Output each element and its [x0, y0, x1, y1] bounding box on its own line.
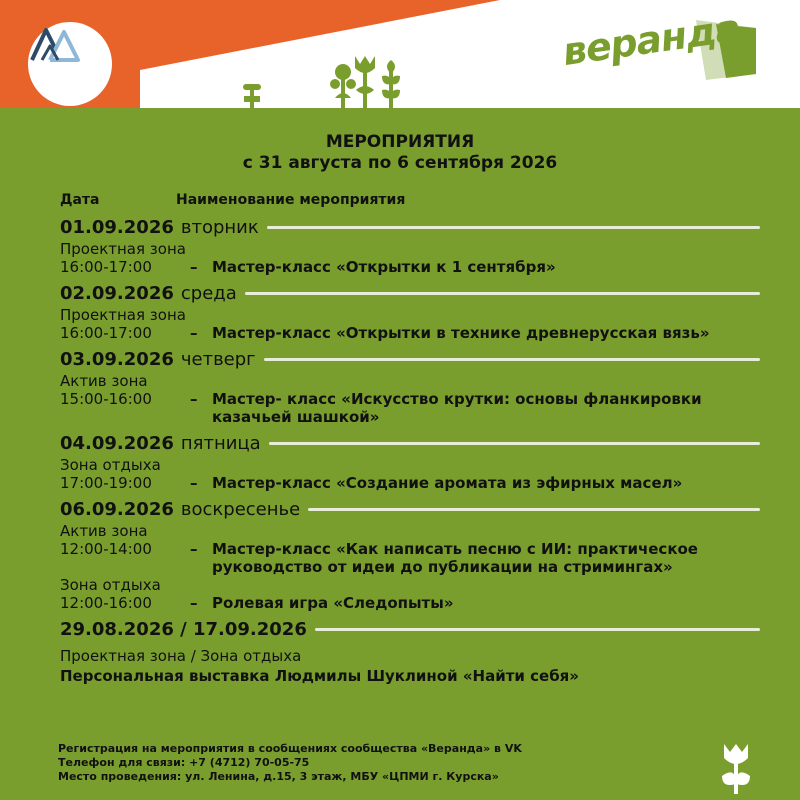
divider-line: [315, 628, 760, 631]
footer-phone: Телефон для связи: +7 (4712) 70-05-75: [58, 756, 310, 769]
day-block: [60, 430, 760, 492]
event-time: 15:00-16:00: [60, 390, 152, 408]
event-dash: –: [190, 594, 198, 612]
day-block: [60, 280, 760, 342]
brand-logo: [559, 5, 766, 98]
event-row: [60, 324, 760, 342]
event-title: Мастер-класс «Открытки в технике древнерусская вязь»: [212, 324, 710, 342]
divider-line: [264, 358, 760, 361]
schedule-list: [60, 214, 760, 690]
event-title: Мастер-класс «Как написать песню с ИИ: практическое руководство от идеи до публикации на стримингах»: [212, 540, 698, 576]
divider-line: [308, 508, 760, 511]
day-weekday: пятница: [180, 432, 261, 454]
event-zone: Зона отдыха: [60, 576, 161, 594]
event-time: 12:00-14:00: [60, 540, 152, 558]
exhibition-block: [60, 616, 760, 686]
event-zone: Проектная зона: [60, 306, 186, 324]
event-dash: –: [190, 258, 198, 276]
event-time: 16:00-17:00: [60, 324, 152, 342]
event-time: 12:00-16:00: [60, 594, 152, 612]
day-date: 03.09.2026: [60, 348, 174, 370]
page-title: [0, 132, 800, 174]
footer-registration: Регистрация на мероприятия в сообщениях сообщества «Веранда» в VK: [58, 742, 522, 755]
event-title: Мастер-класс «Открытки к 1 сентября»: [212, 258, 556, 276]
event-zone: Зона отдыха: [60, 456, 161, 474]
event-zone: Актив зона: [60, 522, 148, 540]
brand-name: веранда: [559, 5, 743, 75]
event-zone: Актив зона: [60, 372, 148, 390]
event-time: 17:00-19:00: [60, 474, 152, 492]
event-dash: –: [190, 390, 198, 408]
day-block: [60, 496, 760, 612]
event-row: [60, 540, 760, 576]
footer-address: Место проведения: ул. Ленина, д.15, 3 этаж, МБУ «ЦПМИ г. Курска»: [58, 770, 499, 783]
event-zone: Проектная зона: [60, 240, 186, 258]
org-logo: [28, 22, 112, 106]
title-heading: МЕРОПРИЯТИЯ: [325, 132, 475, 152]
divider-line: [245, 292, 760, 295]
exhibition-dates: 29.08.2026 / 17.09.2026: [60, 618, 307, 640]
event-title: Мастер- класс «Искусство крутки: основы фланкировки казачьей шашкой»: [212, 390, 702, 426]
event-title: Ролевая игра «Следопыты»: [212, 594, 454, 612]
day-date: 06.09.2026: [60, 498, 174, 520]
day-weekday: вторник: [180, 216, 259, 238]
event-time: 16:00-17:00: [60, 258, 152, 276]
column-header-name: Наименование мероприятия: [176, 192, 406, 208]
day-date: 02.09.2026: [60, 282, 174, 304]
day-weekday: воскресенье: [180, 498, 301, 520]
event-title: Мастер-класс «Создание аромата из эфирных масел»: [212, 474, 683, 492]
day-block: [60, 214, 760, 276]
event-row: [60, 258, 760, 276]
event-dash: –: [190, 474, 198, 492]
title-date-range: с 31 августа по 6 сентября 2026: [242, 153, 558, 173]
event-row: [60, 474, 760, 492]
day-weekday: среда: [180, 282, 237, 304]
event-dash: –: [190, 324, 198, 342]
exhibition-zone: Проектная зона / Зона отдыха: [60, 647, 302, 665]
org-logo-icon: [28, 22, 84, 68]
footer-info: [58, 742, 698, 784]
day-date: 04.09.2026: [60, 432, 174, 454]
day-date: 01.09.2026: [60, 216, 174, 238]
header-banner: [0, 0, 800, 108]
exhibition-title: Персональная выставка Людмилы Шуклиной «Найти себя»: [60, 667, 579, 685]
event-row: [60, 594, 760, 612]
event-dash: –: [190, 540, 198, 558]
event-row: [60, 390, 760, 426]
column-header-date: Дата: [60, 192, 100, 208]
tulip-icon: [716, 740, 756, 794]
day-weekday: четверг: [180, 348, 256, 370]
divider-line: [269, 442, 760, 445]
day-block: [60, 346, 760, 426]
divider-line: [267, 226, 760, 229]
